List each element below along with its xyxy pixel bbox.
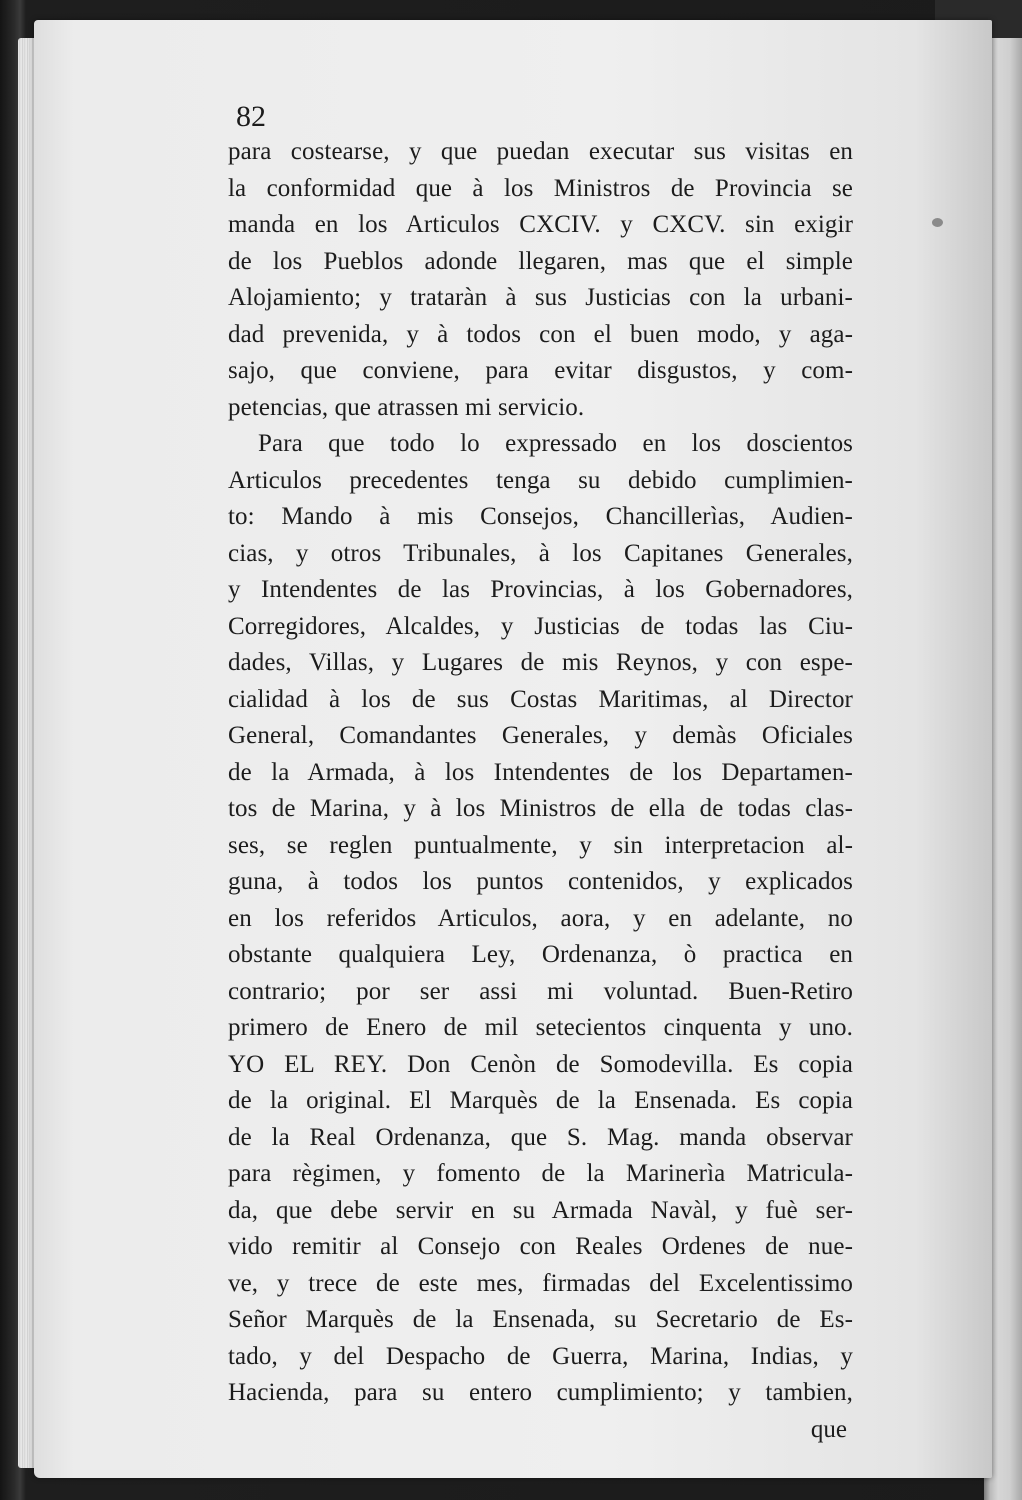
text-line: la conformidad que à los Ministros de Provincia se — [228, 174, 853, 202]
text-line: y Intendentes de las Provincias, à los Gobernadores, — [228, 576, 853, 603]
text-line: de la Real Ordenanza, que S. Mag. manda observar — [228, 1123, 853, 1151]
text-line: da, que debe servir en su Armada Navàl, y fuè ser- — [228, 1196, 853, 1224]
text-line: Alojamiento; y trataràn à sus Justicias con la urbani- — [228, 284, 853, 311]
text-line: petencias, que atrassen mi servicio. — [228, 393, 585, 421]
catchword: que — [810, 1415, 847, 1443]
text-line: cialidad à los de sus Costas Maritimas, al Director — [228, 685, 853, 713]
text-line: dades, Villas, y Lugares de mis Reynos, y con espe- — [228, 649, 853, 676]
text-line: manda en los Articulos CXCIV. y CXCV. sin exigir — [228, 211, 853, 238]
text-line: sajo, que conviene, para evitar disgustos, y com- — [228, 357, 853, 384]
text-line: para costearse, y que puedan executar sus visitas en — [228, 138, 853, 165]
text-line: tado, y del Despacho de Guerra, Marina, Indias, y — [228, 1342, 853, 1370]
text-line: Señor Marquès de la Ensenada, su Secretario de Es- — [228, 1306, 853, 1333]
text-line: YO EL REY. Don Cenòn de Somodevilla. Es copia — [228, 1050, 853, 1078]
text-line: de la Armada, à los Intendentes de los Departamen- — [228, 758, 853, 786]
page-text — [228, 100, 853, 1448]
text-line: General, Comandantes Generales, y demàs Oficiales — [228, 722, 853, 749]
page-number: 82 — [236, 100, 266, 133]
text-lines — [228, 134, 853, 1412]
text-line: primero de Enero de mil setecientos cinquenta y uno. — [228, 1014, 853, 1041]
text-line: para règimen, y fomento de la Marinerìa Matricula- — [228, 1160, 853, 1187]
text-line: obstante qualquiera Ley, Ordenanza, ò practica en — [228, 941, 853, 968]
text-line: ve, y trece de este mes, firmadas del Excelentissimo — [228, 1269, 853, 1297]
text-line: tos de Marina, y à los Ministros de ella de todas clas- — [228, 795, 853, 822]
ink-spot — [932, 218, 943, 227]
text-line: Articulos precedentes tenga su debido cumplimien- — [228, 466, 853, 494]
text-line: en los referidos Articulos, aora, y en adelante, no — [228, 904, 853, 932]
text-line: vido remitir al Consejo con Reales Ordenes de nue- — [228, 1233, 853, 1260]
text-line: Hacienda, para su entero cumplimiento; y tambien, — [228, 1379, 853, 1406]
text-line: de los Pueblos adonde llegaren, mas que el simple — [228, 247, 853, 275]
text-line: ses, se reglen puntualmente, y sin interpretacion al- — [228, 831, 853, 859]
text-line: to: Mando à mis Consejos, Chancillerìas, Audien- — [228, 503, 853, 530]
text-line: cias, y otros Tribunales, à los Capitanes Generales, — [228, 539, 853, 567]
text-line: Corregidores, Alcaldes, y Justicias de todas las Ciu- — [228, 612, 853, 640]
text-line: Para que todo lo expressado en los doscientos — [258, 430, 853, 457]
text-line: de la original. El Marquès de la Ensenada. Es copia — [228, 1087, 853, 1114]
text-line: dad prevenida, y à todos con el buen modo, y aga- — [228, 320, 853, 348]
text-line: contrario; por ser assi mi voluntad. Buen-Retiro — [228, 977, 853, 1005]
text-line: guna, à todos los puntos contenidos, y explicados — [228, 868, 853, 895]
